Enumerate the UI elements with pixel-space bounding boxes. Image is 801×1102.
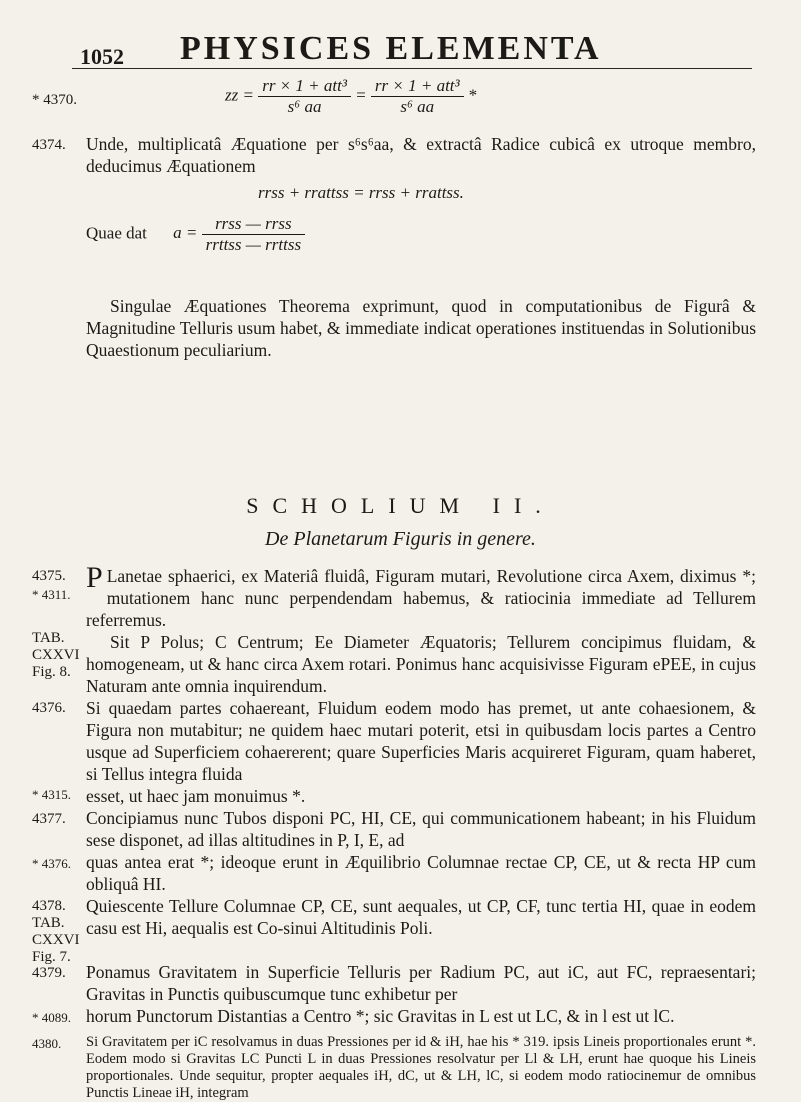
eq3-lead: Quae dat: [86, 223, 147, 243]
paragraph-4380-text: Si Gravitatem per iC resolvamus in duas Pressiones per id & iH, hae his: [86, 1034, 509, 1050]
eq1-frac2-denominator: s⁶ aa: [400, 97, 435, 116]
margin-num-4375: 4375.: [32, 568, 66, 584]
paragraph-4380: [86, 1034, 756, 1102]
paragraph-4374: Unde, multiplicatâ Æquatione per s⁶s⁶aa, & extractâ Radice cubicâ ex utroque membro, deducimus Æquationem: [86, 134, 756, 176]
margin-tab-2: [32, 915, 80, 966]
header-rule: [72, 68, 752, 69]
margin-ref-4311: * 4311.: [32, 587, 71, 602]
paragraph-4378: Quiescente Tellure Columnae CP, CE, sunt aequales, ut CP, CF, tunc tertia HI, quae in eodem casu est Hi, aequalis est Co-sinui Altitudinis Poli.: [86, 896, 756, 938]
margin-num-4379: 4379.: [32, 965, 66, 981]
margin-ref-4315: * 4315.: [32, 787, 71, 802]
margin-num-4378: 4378.: [32, 898, 66, 914]
paragraph-4379-end: horum Punctorum Distantias a Centro *; sic Gravitas in L est ut LC, & in l est ut lC.: [86, 1006, 675, 1026]
paragraph-4376-end: esset, ut haec jam monuimus *.: [86, 786, 306, 806]
paragraph-4375: [86, 561, 756, 631]
paragraph-4376: Si quaedam partes cohaereant, Fluidum eodem modo has premet, ut ante cohaesionem, & Figura non mutabitur; ne quidem haec mutari poterit, etsi in quibusdam locis partes a Centro usque ad Superficiem cohaererent; quare Superficies Maris acquireret Figuram, quam haberet, si Tellus integra fluida: [86, 698, 756, 784]
eq3-denominator: rrttss — rrttss: [205, 235, 302, 254]
tab1-fig: Fig. 8.: [32, 664, 71, 680]
equation-3: [86, 214, 305, 255]
tab1-number: CXXVI: [32, 647, 80, 663]
eq1-frac1-numerator: rr × 1 + att³: [258, 76, 351, 97]
drop-cap: P: [86, 561, 103, 594]
margin-tab-1: [32, 630, 80, 681]
margin-num-4380: 4380.: [32, 1036, 62, 1051]
scholium-subheading: De Planetarum Figuris in genere.: [265, 528, 536, 550]
margin-num-4376: 4376.: [32, 700, 66, 716]
page-number: 1052: [80, 44, 124, 69]
eq1-lhs: zz =: [225, 85, 254, 105]
eq1-equals: =: [355, 85, 367, 105]
margin-num-4374: 4374.: [32, 137, 66, 153]
eq1-fraction-2: [371, 76, 464, 117]
margin-num-4377: 4377.: [32, 811, 66, 827]
eq3-numerator: rrss — rrss: [202, 214, 305, 235]
margin-ref-4376: * 4376.: [32, 856, 71, 871]
margin-ref-319: * 319.: [512, 1034, 549, 1050]
running-title: PHYSICES ELEMENTA: [180, 30, 602, 67]
scholium-heading: SCHOLIUM II.: [246, 493, 555, 518]
equation-2: rrss + rrattss = rrss + rrattss.: [258, 183, 464, 202]
paragraph-4377-end: quas antea erat *; ideoque erunt in Æquilibrio Columnae rectae CP, CE, ut & recta HP cum obliquâ HI.: [86, 852, 756, 894]
paragraph-4377: Concipiamus nunc Tubos disponi PC, HI, CE, qui communicationem habeant; in his Fluidum sese disponet, ad illas altitudines in P, I, E, ad: [86, 808, 756, 850]
tab2-label: TAB.: [32, 915, 65, 931]
paragraph-4375-b: Sit P Polus; C Centrum; Ee Diameter Æquatoris; Tellurem concipimus fluidam, & homogeneam, ut & hanc circa Axem rotari. Ponimus hanc acquisivisse Figuram ePEE, in cujus Naturam ante omnia inquirendum.: [86, 632, 756, 696]
tab2-number: CXXVI: [32, 932, 80, 948]
eq3-fraction: [202, 214, 305, 255]
paragraph-4380-end: ipsis Lineis proportionales erunt *. Eodem modo si Gravitas LC Puncti L in duas Pressiones resolvatur per Ll & LH, erunt hae quoque his Lineis proportionales. Unde sequitur, propter aequales iH, dC, ut & LH, lC, si eodem modo ratiocinemur de omnibus Punctis Lineae iH, integram: [86, 1034, 757, 1101]
paragraph-4379: Ponamus Gravitatem in Superficie Telluris per Radium PC, aut iC, aut FC, repraesentari; Gravitas in Punctis quibuscumque tunc exhibetur per: [86, 962, 756, 1004]
equation-1: [225, 76, 476, 117]
tab2-fig: Fig. 7.: [32, 949, 71, 965]
eq1-star: *: [467, 85, 477, 105]
paragraph-4374-b: Singulae Æquationes Theorema exprimunt, quod in computationibus de Figurâ & Magnitudine Telluris usum habet, & immediate indicat operationes instituendas in Solutionibus Quaestionum peculiarium.: [86, 296, 756, 360]
margin-ref-4089: * 4089.: [32, 1010, 71, 1025]
eq3-a: a =: [173, 223, 198, 243]
margin-ref-4370: * 4370.: [32, 92, 77, 108]
eq1-fraction-1: [258, 76, 351, 117]
eq1-frac2-numerator: rr × 1 + att³: [371, 76, 464, 97]
eq1-frac1-denominator: s⁶ aa: [287, 97, 322, 116]
tab1-label: TAB.: [32, 630, 65, 646]
paragraph-4375-text: Lanetae sphaerici, ex Materiâ fluidâ, Figuram mutari, Revolutione circa Axem, diximus *; mutationem hanc nunc perpendendam habemus, & ratiocinia immediate ad Tellurem referremus.: [86, 566, 756, 630]
